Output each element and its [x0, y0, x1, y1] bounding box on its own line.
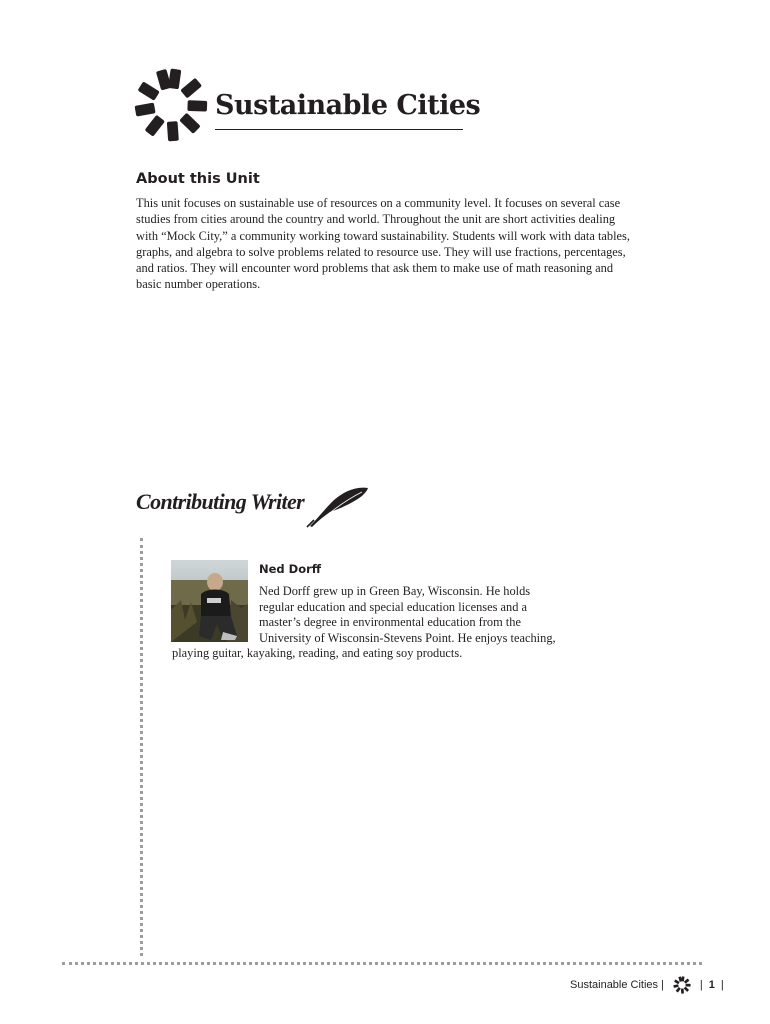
horizontal-dotted-divider: [62, 962, 702, 968]
bio-line: playing guitar, kayaking, reading, and eating soy products.: [172, 646, 463, 661]
sun-burst-icon: [673, 976, 691, 994]
footer-separator: |: [661, 979, 664, 991]
page-footer: [570, 975, 727, 995]
footer-label: Sustainable Cities: [570, 979, 659, 991]
feather-quill-icon: [304, 484, 370, 528]
about-line: studies from cities around the country and world. Throughout the unit are short activities dealing: [136, 212, 616, 227]
footer-separator: |: [699, 979, 703, 991]
about-paragraph: [136, 195, 636, 293]
sun-burst-icon: [132, 66, 210, 144]
about-line: graphs, and algebra to solve problems related to resource use. They will use fractions, percentages,: [136, 244, 626, 259]
writer-name: Ned Dorff: [259, 562, 322, 576]
about-line: with “Mock City,” a community working toward sustainability. Students will work with data tables,: [136, 228, 630, 243]
title-underline: [215, 129, 463, 130]
bio-line: regular education and special education licenses and a: [259, 599, 528, 614]
bio-line: University of Wisconsin-Stevens Point. He enjoys teaching,: [259, 630, 556, 645]
page-title: Sustainable Cities: [215, 90, 481, 121]
footer-separator: |: [720, 979, 724, 991]
contributing-writer-heading: Contributing Writer: [136, 489, 305, 514]
about-line: basic number operations.: [136, 277, 261, 292]
vertical-dotted-divider: [140, 538, 147, 956]
bio-line: Ned Dorff grew up in Green Bay, Wisconsin. He holds: [259, 584, 531, 598]
page-number: 1: [708, 979, 715, 991]
about-heading: About this Unit: [136, 171, 260, 187]
about-line: This unit focuses on sustainable use of resources on a community level. It focuses on several case: [136, 196, 621, 210]
about-line: and ratios. They will encounter word problems that ask them to make use of math reasoning and: [136, 261, 614, 276]
writer-bio: [172, 584, 572, 662]
bio-line: master’s degree in environmental education from the: [259, 615, 521, 630]
